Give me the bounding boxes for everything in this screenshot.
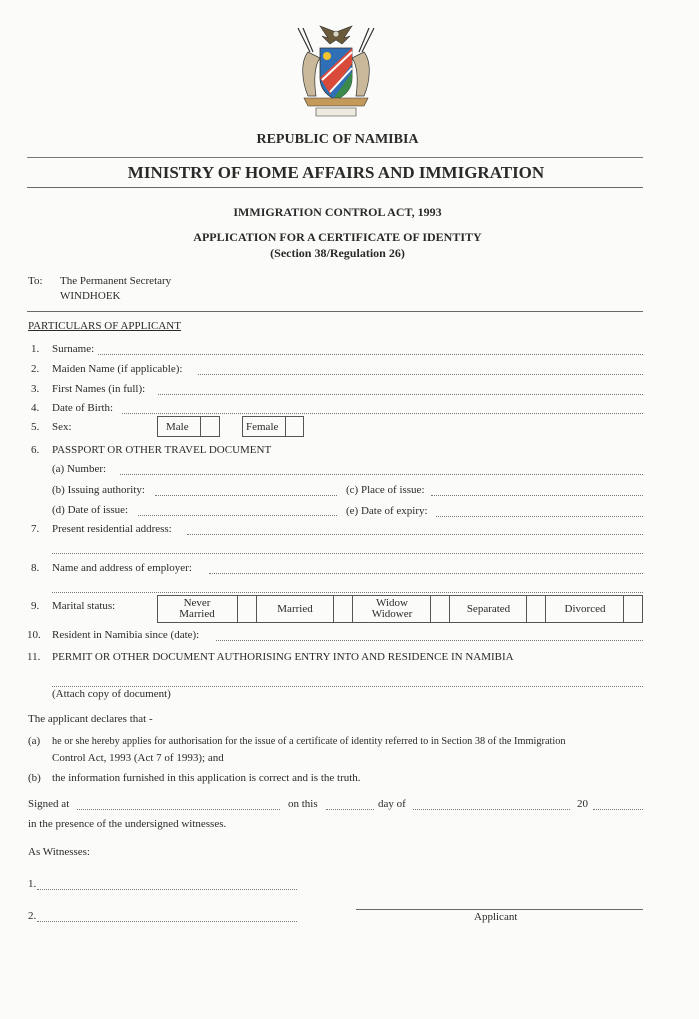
form-title: APPLICATION FOR A CERTIFICATE OF IDENTITY [193,230,482,244]
on-this-label: on this [288,798,318,810]
resident-since-label: Resident in Namibia since (date): [52,629,200,641]
female-label: Female [246,421,279,433]
divorced-checkbox[interactable] [623,595,643,623]
applicant-label: Applicant [474,911,518,923]
witness-1-signature-field[interactable] [37,889,297,890]
passport-heading: PASSPORT OR OTHER TRAVEL DOCUMENT [52,444,272,456]
maiden-name-field[interactable] [198,374,643,375]
section-reference: (Section 38/Regulation 26) [270,246,405,260]
permit-heading: PERMIT OR OTHER DOCUMENT AUTHORISING ENTRY INTO AND RESIDENCE IN NAMIBIA [52,651,514,663]
act-title: IMMIGRATION CONTROL ACT, 1993 [233,205,442,219]
declaration-a-text-1: he or she hereby applies for authorisation for the issue of a certificate of identity referred to in Section 38 of the Immigration [52,736,566,747]
ministry-title: MINISTRY OF HOME AFFAIRS AND IMMIGRATION [127,163,545,182]
female-checkbox[interactable] [285,416,304,437]
presence-text: in the presence of the undersigned witnesses. [28,818,227,830]
item-number: 2. [31,363,40,375]
date-of-expiry-label: (e) Date of expiry: [346,505,428,517]
item-number: 6. [31,444,40,456]
date-of-expiry-field[interactable] [436,516,643,517]
signed-at-field[interactable] [77,809,280,810]
sex-label: Sex: [52,421,72,433]
permit-field[interactable] [52,686,643,687]
header-rule-bottom [27,187,643,188]
date-of-birth-field[interactable] [122,413,643,414]
year-prefix: 20 [577,798,588,810]
marital-status-label: Marital status: [52,600,116,612]
declaration-a-text-2: Control Act, 1993 (Act 7 of 1993); and [52,752,224,764]
to-divider [27,311,643,312]
married-checkbox[interactable] [333,595,353,623]
male-label: Male [166,421,189,433]
item-number: 10. [27,629,41,641]
item-number: 1. [31,343,40,355]
day-field[interactable] [326,809,374,810]
divorced-label: Divorced [564,603,606,615]
item-number: 8. [31,562,40,574]
to-line-2: WINDHOEK [60,290,121,302]
item-number: 11. [27,651,41,663]
employer-field[interactable] [209,573,643,574]
declaration-b-text: the information furnished in this application is correct and is the truth. [52,772,361,784]
declaration-intro: The applicant declares that - [28,713,153,725]
to-line-1: The Permanent Secretary [60,275,172,287]
residential-address-field-line-2[interactable] [52,553,643,554]
never-married-label-1: Never [183,597,211,609]
widow-widower-checkbox[interactable] [430,595,450,623]
witness-2-number: 2. [28,910,37,922]
passport-number-label: (a) Number: [52,463,107,475]
surname-label: Surname: [52,343,95,355]
married-option[interactable] [258,604,332,615]
attach-note: (Attach copy of document) [52,688,171,700]
item-number: 4. [31,402,40,414]
employer-label: Name and address of employer: [52,562,192,574]
first-names-label: First Names (in full): [52,383,146,395]
particulars-heading: PARTICULARS OF APPLICANT [28,320,181,332]
country-title: REPUBLIC OF NAMIBIA [256,132,419,147]
place-of-issue-field[interactable] [431,495,643,496]
item-number: 7. [31,523,40,535]
witness-2-signature-field[interactable] [37,921,297,922]
declaration-b-label: (b) [28,772,41,784]
date-of-issue-label: (d) Date of issue: [52,504,129,516]
separated-checkbox[interactable] [526,595,546,623]
issuing-authority-label: (b) Issuing authority: [52,484,145,496]
residential-address-field[interactable] [187,534,643,535]
issuing-authority-field[interactable] [155,495,337,496]
witness-1-number: 1. [28,878,37,890]
never-married-checkbox[interactable] [237,595,257,623]
applicant-signature-field[interactable] [356,909,643,910]
signed-at-label: Signed at [28,798,70,810]
male-checkbox[interactable] [200,416,220,437]
item-number: 9. [31,600,40,612]
date-of-issue-field[interactable] [138,515,337,516]
resident-since-field[interactable] [216,640,643,641]
item-number: 5. [31,421,40,433]
day-of-label: day of [378,798,406,810]
maiden-name-label: Maiden Name (if applicable): [52,363,183,375]
employer-field-line-2[interactable] [52,592,643,593]
month-field[interactable] [413,809,570,810]
widow-widower-option[interactable] [354,598,430,620]
header-rule-top [27,157,643,158]
never-married-label-2: Married [179,608,215,620]
year-field[interactable] [593,809,643,810]
witnesses-heading: As Witnesses: [28,846,90,858]
to-label: To: [28,275,43,287]
date-of-birth-label: Date of Birth: [52,402,114,414]
declaration-a-label: (a) [28,735,41,747]
residential-address-label: Present residential address: [52,523,172,535]
separated-option[interactable] [451,604,526,615]
married-label: Married [277,603,313,615]
separated-label: Separated [466,603,511,615]
divorced-option[interactable] [547,604,623,615]
place-of-issue-label: (c) Place of issue: [346,484,425,496]
passport-number-field[interactable] [120,474,643,475]
widower-label: Widower [371,608,413,620]
widow-label: Widow [376,597,408,609]
never-married-option[interactable] [160,598,234,620]
coat-of-arms-emblem [290,22,382,122]
item-number: 3. [31,383,40,395]
first-names-field[interactable] [158,394,643,395]
surname-field[interactable] [98,354,643,355]
